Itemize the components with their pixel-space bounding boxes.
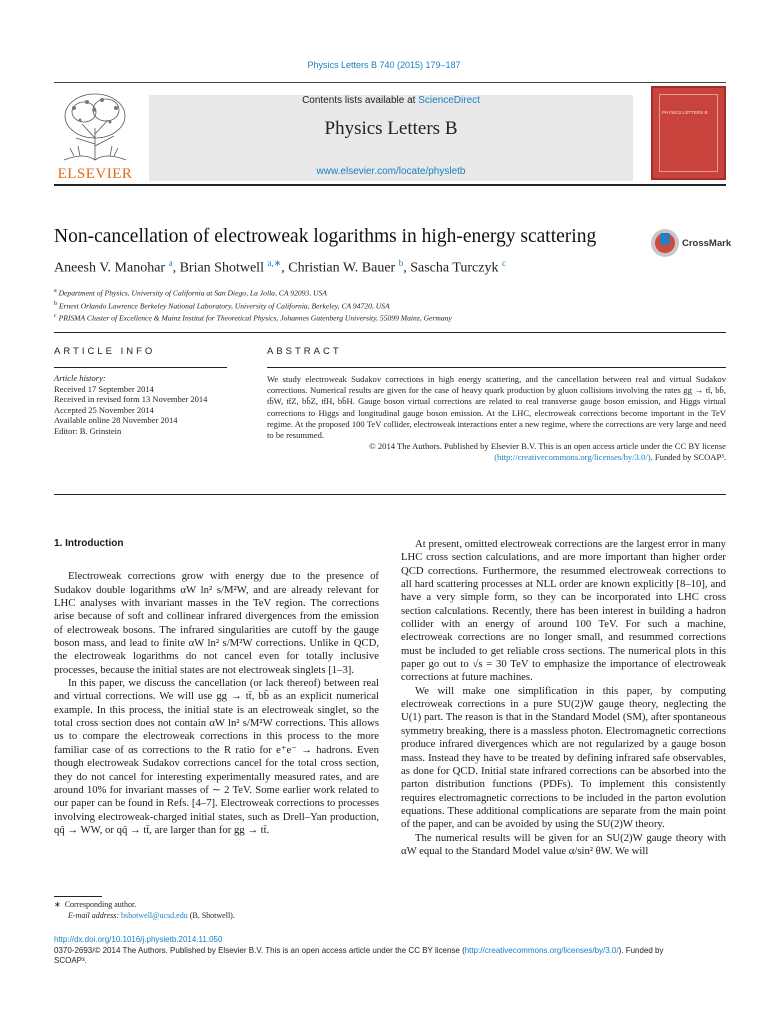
header-top-rule [54,82,726,83]
crossmark-icon [651,229,679,257]
body-paragraph: At present, omitted electroweak corrections are the largest error in many LHC cross section calculations, and are more important than higher order QCD corrections. Furthermore, the resummed electroweak corrections to all hard scattering processes at NLL order are known explicitly [8–10], and have a very simple form, so they can be incorporated into LHC cross section calculations. Recently, there has been interest in building a hadron collider with an energy of around 100 TeV. For such a machine, electroweak corrections are no longer small, and resummed corrections must be included to get reliable cross sections. The numerical plots in this paper go out to √s = 30 TeV to emphasize the importance of electroweak corrections at future machines. [401,538,726,684]
contents-line [149,95,633,106]
crossmark-badge[interactable] [651,229,731,261]
section-heading: 1. Introduction [54,538,124,549]
author-name[interactable]: Christian W. Bauer [288,260,396,276]
history-item: Available online 28 November 2014 [54,415,178,425]
journal-url-link[interactable]: www.elsevier.com/locate/physletb [316,166,466,177]
doi-link[interactable]: http://dx.doi.org/10.1016/j.physletb.2014.11.050 [54,935,223,944]
elsevier-wordmark: ELSEVIER [57,166,133,182]
abstract-license-line: © 2014 The Authors. Published by Elsevier B.V. This is an open access article under the CC BY license [369,441,726,452]
sciencedirect-link[interactable]: ScienceDirect [418,95,480,106]
header-bottom-rule [54,184,726,186]
author-name[interactable]: Sascha Turczyk [410,260,499,276]
author-email-link[interactable]: bshotwell@ucsd.edu [121,911,188,920]
abstract-body [267,374,726,464]
journal-reference[interactable]: Physics Letters B 740 (2015) 179–187 [307,60,461,70]
journal-name: Physics Letters B [324,118,458,139]
cover-frame [659,94,718,172]
abstract-rule [267,367,726,368]
history-item: Editor: B. Grinstein [54,425,122,436]
author-affil-mark[interactable]: a [168,258,173,268]
email-note: E-mail address: bshotwell@ucsd.edu (B. Shotwell). [68,911,235,920]
article-info-heading: ARTICLE INFO [54,346,156,357]
crossmark-label: CrossMark [682,238,732,249]
body-paragraph: The numerical results will be given for an SU(2)W gauge theory with αW equal to the Standard Model value α/sin² θW. We will [401,831,726,857]
footer-license-link[interactable]: http://creativecommons.org/licenses/by/3.0/ [464,945,619,955]
abstract-license-line2: (http://creativecommons.org/licenses/by/3.0/). Funded by SCOAP³. [494,452,726,463]
cover-title: PHYSICS LETTERS B [662,110,708,115]
affiliation-item: $^b$ Ernest Orlando Lawrence Berkeley National Laboratory, University of California, Berkeley, CA 94720, USA [54,300,390,311]
affiliation-item: $^c$ PRISMA Cluster of Excellence & Mainz Institut for Theoretical Physics, Johannes Gutenberg University, 55099 Mainz, Germany [54,313,452,323]
author-affil-mark[interactable]: b [398,258,404,268]
footer [54,935,734,967]
article-title: Non-cancellation of electroweak logarithms in high-energy scattering [54,226,597,247]
abstract-text: We study electroweak Sudakov corrections in high energy scattering, and the cancellation between real and virtual Sudakov corrections. Numerical results are given for the case of heavy quark production by gluon collisions involving the rates gg → tt̄, bb̄, tb̄W, tt̄Z, bb̄Z, tt̄H, bb̄H. Gauge boson virtual corrections are related to real transverse gauge boson emission, and Higgs virtual corrections to Higgs and longitudinal gauge boson emission. At the LHC, electroweak corrections become important in the TeV regime. At the proposed 100 TeV collider, electroweak interactions enter a new regime, where the corrections are very large and need to be resummed. [267,374,726,441]
author-list: Aneesh V. Manohar $^a$, Brian Shotwell $^{a,∗}$, Christian W. Bauer $^b$, Sascha Turczyk $^c$ [54,258,506,276]
history-label: Article history: [54,373,106,383]
article-info-rule [54,367,227,368]
abstract-heading: ABSTRACT [267,346,342,357]
author-name[interactable]: Aneesh V. Manohar [54,260,166,276]
body-paragraph: In this paper, we discuss the cancellation (or lack thereof) between real and virtual corrections. We will use gg → tt̄, bb̄ as an explicit numerical example. In this process, the initial state is an electroweak singlet, so the total cross section does not contain αW ln² s/M²W corrections. This allows us to compare the electroweak corrections in this process to the more familiar case of αs corrections to the R ratio for e⁺e⁻ → hadrons. Even though electroweak Sudakov corrections cancel for the total cross section, they do not cancel for interesting experimentally measured rates, and are around 10% for invariant masses of ∼ 2 TeV. Some earlier work related to our paper can be found in Refs. [4–7]. Electroweak corrections to processes involving electroweak-charged initial states, such as Drell–Yan production, qq̄ → WW, or qq̄ → tt̄, are larger than for gg → tt̄. [54,677,379,836]
abstract-bottom-rule [54,494,726,495]
contents-prefix: Contents lists available at [302,95,419,106]
history-item: Accepted 25 November 2014 [54,404,154,415]
body-paragraph: Electroweak corrections grow with energy due to the presence of Sudakov double logarithms αW ln² s/M²W, and are already relevant for LHC analyses with invariant masses in the TeV region. The corrections arise because of soft and collinear infrared divergences from the emission of electroweak bosons. The infrared singularities are cutoff by the gauge boson mass, and lead to finite αW ln² s/M²W corrections. Unlike in QCD, the electroweak logarithms do not cancel even for totally inclusive processes, because the initial states are not electroweak singlets [1–3]. [54,570,379,676]
author-affil-mark[interactable]: c [501,258,506,268]
author-affil-mark[interactable]: a,∗ [267,258,282,268]
footer-license-line2: SCOAP³. [54,956,87,965]
footnotes [54,899,379,921]
history-item: Received 17 September 2014 [54,383,154,394]
footer-license: 0370-2693/© 2014 The Authors. Published by Elsevier B.V. This is an open access article under the CC BY license (http://creativecommons.org/licenses/by/3.0/). Funded by [54,945,664,955]
corresponding-author-note: ∗ Corresponding author. [54,900,137,909]
affiliations [54,286,694,324]
body-paragraph: We will make one simplification in this paper, by computing electroweak corrections in a pure SU(2)W gauge theory, neglecting the U(1) part. The reason is that in the Standard Model (SM), after spontaneous symmetry breaking, there is a massless photon. Electromagnetic corrections produce infrared divergences which are not regularized by a gauge boson mass. Instead they have to be treated by defining infrared safe observables, as done for QCD. Initial state infrared corrections can be absorbed into the parton distribution functions (PDFs). To implement this consistently requires electromagnetic corrections to be included in the parton evolution equations. These additional complications are separate from the main point of the paper, and can be avoided by using the SU(2)W theory. [401,684,726,831]
article-history [54,373,254,436]
cc-license-link[interactable]: (http://creativecommons.org/licenses/by/3.0/) [494,452,651,463]
author-name[interactable]: Brian Shotwell [179,260,264,276]
footnote-rule [54,896,102,897]
journal-cover-image[interactable] [651,86,726,180]
history-item: Received in revised form 13 November 2014 [54,394,208,404]
section-divider [54,332,726,333]
body-column-left [54,537,379,837]
body-column-right [401,538,726,858]
affiliation-item: $^a$ Department of Physics, University of California at San Diego, La Jolla, CA 92093, USA [54,288,327,298]
